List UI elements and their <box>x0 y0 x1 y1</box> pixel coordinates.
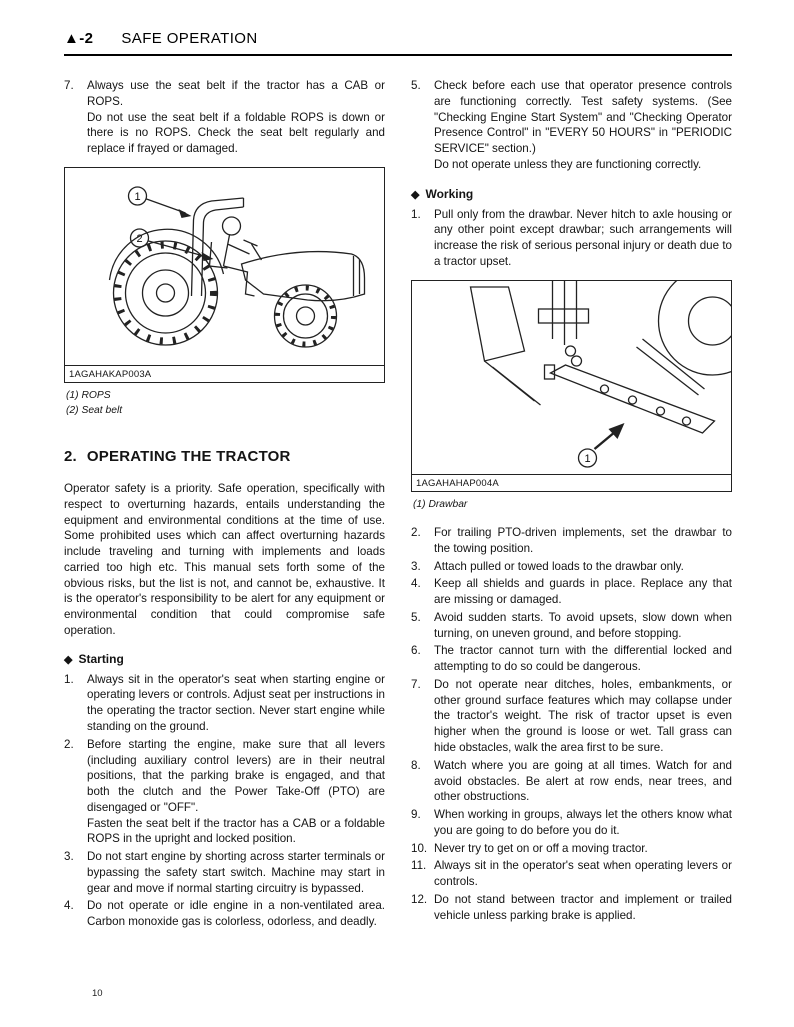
list-text: Always use the seat belt if the tractor has a CAB or ROPS. <box>87 79 385 108</box>
svg-text:2: 2 <box>136 232 143 245</box>
list-number: 8. <box>411 758 421 772</box>
list-text-continued: Do not use the seat belt if a foldable ROPS is down or there is no ROPS. Check the seat belt regularly and replace if frayed or damaged. <box>87 110 385 156</box>
list-text: Watch where you are going at all times. Watch for and avoid obstacles. Be alert at row ends, near trees, and other obstructions. <box>434 758 732 804</box>
list-text: Check before each use that operator presence controls are functioning correctly. Test safety systems. (See "Checking Engine Start System" and "Checking Operator Presence Control" in "EVERY 50 HOURS" in "PERIODIC SERVICE" section.) <box>434 79 732 156</box>
section-number: 2. <box>64 447 77 465</box>
list-item <box>411 841 732 857</box>
caption-line: (2) Seat belt <box>66 405 123 417</box>
list-number: 12. <box>411 892 428 906</box>
list-item <box>411 207 732 270</box>
list-item <box>64 898 385 930</box>
list-item <box>411 643 732 675</box>
svg-text:1: 1 <box>134 190 141 203</box>
list-item <box>64 849 385 896</box>
list-text: Attach pulled or towed loads to the drawbar only. <box>434 559 684 573</box>
list-text: Always sit in the operator's seat when operating levers or controls. <box>434 859 732 889</box>
list-text: Do not operate or idle engine in a non-ventilated area. Carbon monoxide gas is colorless, odorless, and deadly. <box>87 899 385 929</box>
list-text: Never try to get on or off a moving tractor. <box>434 841 648 855</box>
caption-line: (1) Drawbar <box>413 498 468 510</box>
list-item <box>411 610 732 642</box>
subsection-label: Working <box>425 186 474 201</box>
list-number: 2. <box>64 737 74 751</box>
page-header <box>64 30 732 56</box>
list-number: 1. <box>64 672 74 686</box>
subsection-heading-working <box>411 186 732 203</box>
list-number: 7. <box>411 677 421 691</box>
list-item <box>64 737 385 847</box>
section-title: OPERATING THE TRACTOR <box>86 447 291 465</box>
list-item <box>411 576 732 608</box>
list-number: 2. <box>411 526 421 540</box>
caption-line: (1) ROPS <box>66 389 111 401</box>
drawbar-figure <box>411 280 732 492</box>
diamond-icon: ◆ <box>64 653 73 666</box>
section-heading <box>64 447 385 467</box>
callout-1 <box>579 423 625 467</box>
page-number: 10 <box>92 988 103 999</box>
list-text: Always sit in the operator's seat when starting engine or operating levers or controls. Adjust seat per instructions in the operating the tractor section. Never start engine while standing on the ground. <box>87 672 385 733</box>
drawbar-line-drawing-icon <box>412 281 731 473</box>
list-item <box>411 559 732 575</box>
list-number: 4. <box>411 577 421 591</box>
list-text: Do not stand between tractor and implement or trailed vehicle unless parking brake is applied. <box>434 892 732 922</box>
list-text: For trailing PTO-driven implements, set the drawbar to the towing position. <box>434 526 732 555</box>
tractor-line-drawing-icon <box>65 168 384 364</box>
list-text-continued: Fasten the seat belt if the tractor has a CAB or a foldable ROPS in the upright and locked position. <box>87 816 385 846</box>
list-item <box>411 758 732 805</box>
subsection-label: Starting <box>78 651 124 666</box>
intro-paragraph: Operator safety is a priority. Safe operation, specifically with respect to overturning hazards, entails understanding the equipment and environmental conditions at the time of use. Some prohibited uses which can affect overturning hazards include traveling and turning with implements and loads carried too high etc. This manual sets forth some of the obvious risks, but the list is not, and cannot be, exhaustive. It is the operator's responsibility to be alert for any equipment or environmental condition that could compromise safe operation. <box>64 482 385 637</box>
list-text: Do not operate near ditches, holes, embankments, or other ground surface features which may collapse under the tractor's weight. The risk of tractor upset is even higher when the ground is loose or wet. Tall grass can hide obstacles, walk the area first to be sure. <box>434 677 732 754</box>
svg-text:1: 1 <box>584 452 591 465</box>
list-number: 11. <box>411 859 427 873</box>
figure-caption <box>66 388 385 419</box>
right-column <box>411 78 732 932</box>
subsection-heading-starting <box>64 651 385 668</box>
list-number: 9. <box>411 808 421 822</box>
list-item <box>411 525 732 557</box>
list-text: Do not start engine by shorting across starter terminals or bypassing the safety start switch. Machine may start in gear and move if normal starting circuitry is bypassed. <box>87 850 385 895</box>
list-number: 3. <box>411 559 421 573</box>
list-number: 1. <box>411 207 421 221</box>
list-number: 5. <box>411 79 421 92</box>
figure-caption <box>413 497 732 512</box>
list-number: 5. <box>411 610 421 624</box>
list-text: Before starting the engine, make sure that all levers (including auxiliary control levers) are in their neutral positions, that the parking brake is engaged, and that both the clutch and the Power Take-Off (PTO) are disengaged or "OFF". <box>87 737 385 814</box>
list-item <box>64 672 385 735</box>
list-number: 3. <box>64 850 74 864</box>
list-item-7 <box>64 78 385 157</box>
list-text-continued: Do not operate unless they are functioning correctly. <box>434 157 702 171</box>
list-item <box>411 858 732 890</box>
list-text: Keep all shields and guards in place. Replace any that are missing or damaged. <box>434 577 732 607</box>
list-text: The tractor cannot turn with the differential locked and attempting to do so could be dangerous. <box>434 644 732 674</box>
left-column <box>64 78 385 932</box>
figure-code: 1AGAHAKAP003A <box>65 365 384 382</box>
list-item <box>411 807 732 839</box>
callout-1 <box>129 187 192 218</box>
list-text: Pull only from the drawbar. Never hitch to axle housing or any other point except drawbar; such arrangements will increase the risk of serious personal injury or death due to a tractor upset. <box>434 207 732 268</box>
list-text: When working in groups, always let the others know what you are going to do before you do it. <box>434 808 732 837</box>
list-number: 7. <box>64 79 74 92</box>
list-number: 10. <box>411 841 428 855</box>
figure-code: 1AGAHAHAP004A <box>412 474 731 491</box>
list-number: 4. <box>64 899 74 913</box>
list-text: Avoid sudden starts. To avoid upsets, slow down when turning, on uneven ground, and before stopping. <box>434 610 732 640</box>
tractor-figure <box>64 167 385 383</box>
diamond-icon: ◆ <box>411 188 420 201</box>
list-item-5 <box>411 78 732 173</box>
list-item <box>411 677 732 756</box>
section-code: ▲-2 <box>64 30 94 47</box>
page-title: SAFE OPERATION <box>121 30 258 47</box>
two-column-layout <box>64 78 732 932</box>
list-number: 6. <box>411 644 421 658</box>
list-item <box>411 892 732 924</box>
